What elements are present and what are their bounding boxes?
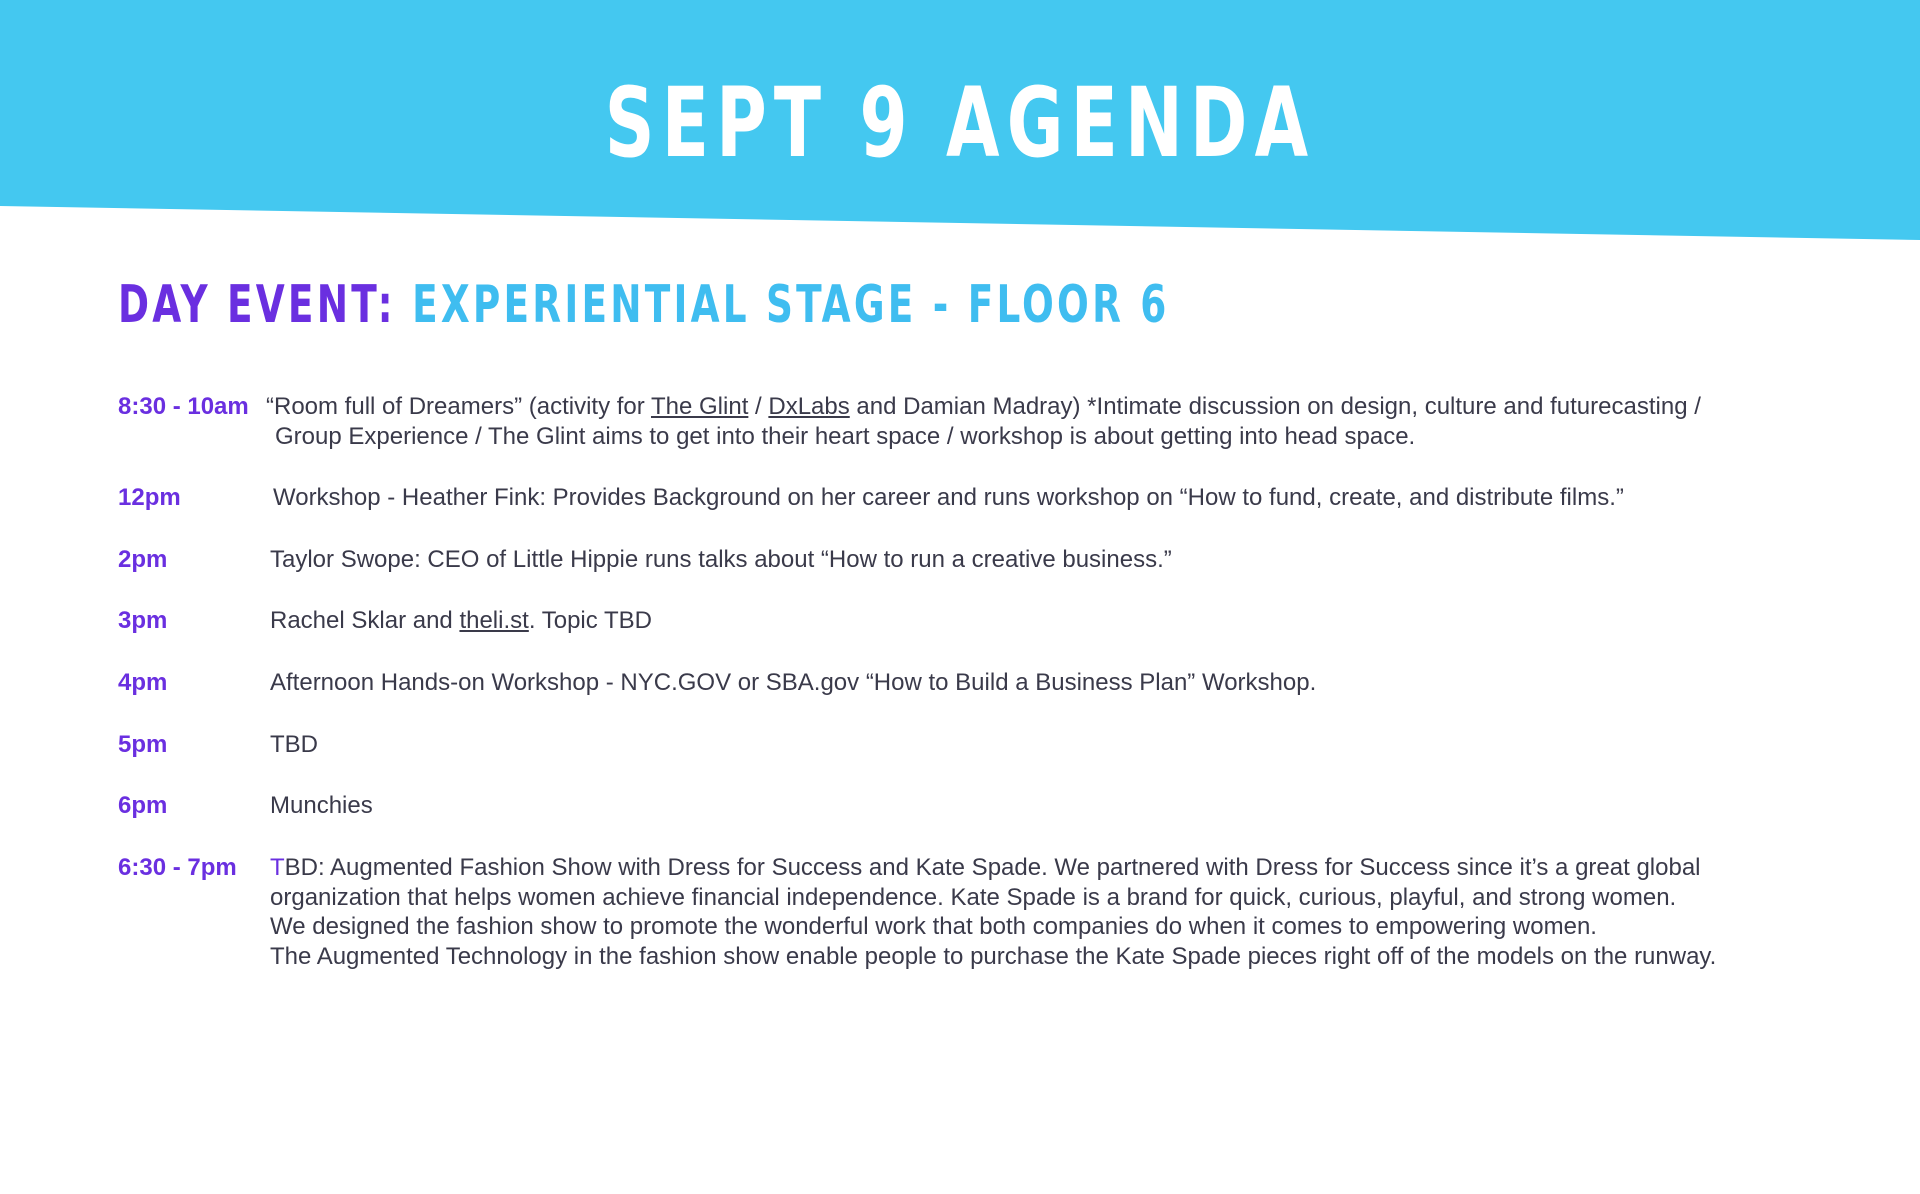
dxlabs-link[interactable]: DxLabs xyxy=(768,393,850,420)
agenda-time: 6:30 - 7pm xyxy=(118,854,237,881)
agenda-time: 5pm xyxy=(118,731,168,758)
section-heading xyxy=(118,272,1170,338)
agenda-line: organization that helps women achieve financial independence. Kate Spade is a brand for quick, curious, playful, and strong women. xyxy=(270,883,1677,911)
agenda-line xyxy=(266,392,1786,422)
agenda-text: “Room full of Dreamers” (activity for xyxy=(266,393,651,420)
agenda-time: 8:30 - 10am xyxy=(118,393,249,420)
agenda-description: Taylor Swope: CEO of Little Hippie runs talks about “How to run a creative business.” xyxy=(270,546,1172,573)
thelist-link[interactable]: theli.st xyxy=(459,607,529,634)
agenda-text: and Damian Madray) *Intimate discussion on design, culture and futurecasting / xyxy=(849,393,1701,420)
agenda-description: Munchies xyxy=(270,792,373,819)
agenda-time: 6pm xyxy=(118,792,168,819)
section-heading-lead: DAY EVENT: xyxy=(118,275,396,335)
agenda-text: . Topic TBD xyxy=(528,607,652,634)
agenda-line: Group Experience / The Glint aims to get into their heart space / workshop is about getting into head space. xyxy=(275,422,1416,450)
agenda-description xyxy=(270,853,1790,971)
the-glint-link[interactable]: The Glint xyxy=(650,393,749,420)
agenda-text: Rachel Sklar and xyxy=(270,607,460,634)
page-title: SEPT 9 AGENDA xyxy=(604,67,1316,179)
agenda-text: BD: Augmented Fashion Show with Dress for Success and Kate Spade. We partnered with Dress for Success since it’s a great global xyxy=(284,854,1701,881)
agenda-line: We designed the fashion show to promote the wonderful work that both companies do when it comes to empowering women. xyxy=(270,913,1597,940)
agenda-time: 2pm xyxy=(118,546,168,573)
agenda-line: The Augmented Technology in the fashion show enable people to purchase the Kate Spade pieces right off of the models on the runway. xyxy=(270,942,1717,970)
agenda-description: Afternoon Hands-on Workshop - NYC.GOV or SBA.gov “How to Build a Business Plan” Workshop. xyxy=(270,669,1317,696)
section-heading-rest: EXPERIENTIAL STAGE - FLOOR 6 xyxy=(412,275,1170,335)
agenda-time: 12pm xyxy=(118,484,181,511)
agenda-description: TBD xyxy=(270,731,318,758)
agenda-description xyxy=(270,606,1790,636)
agenda-description: Workshop - Heather Fink: Provides Background on her career and runs workshop on “How to fund, create, and distribute films.” xyxy=(273,484,1624,511)
agenda-separator: / xyxy=(748,393,769,420)
agenda-accent-letter: T xyxy=(270,854,285,881)
agenda-line xyxy=(270,853,1790,883)
agenda-time: 3pm xyxy=(118,607,168,634)
agenda-description xyxy=(266,392,1786,451)
agenda-time: 4pm xyxy=(118,669,168,696)
